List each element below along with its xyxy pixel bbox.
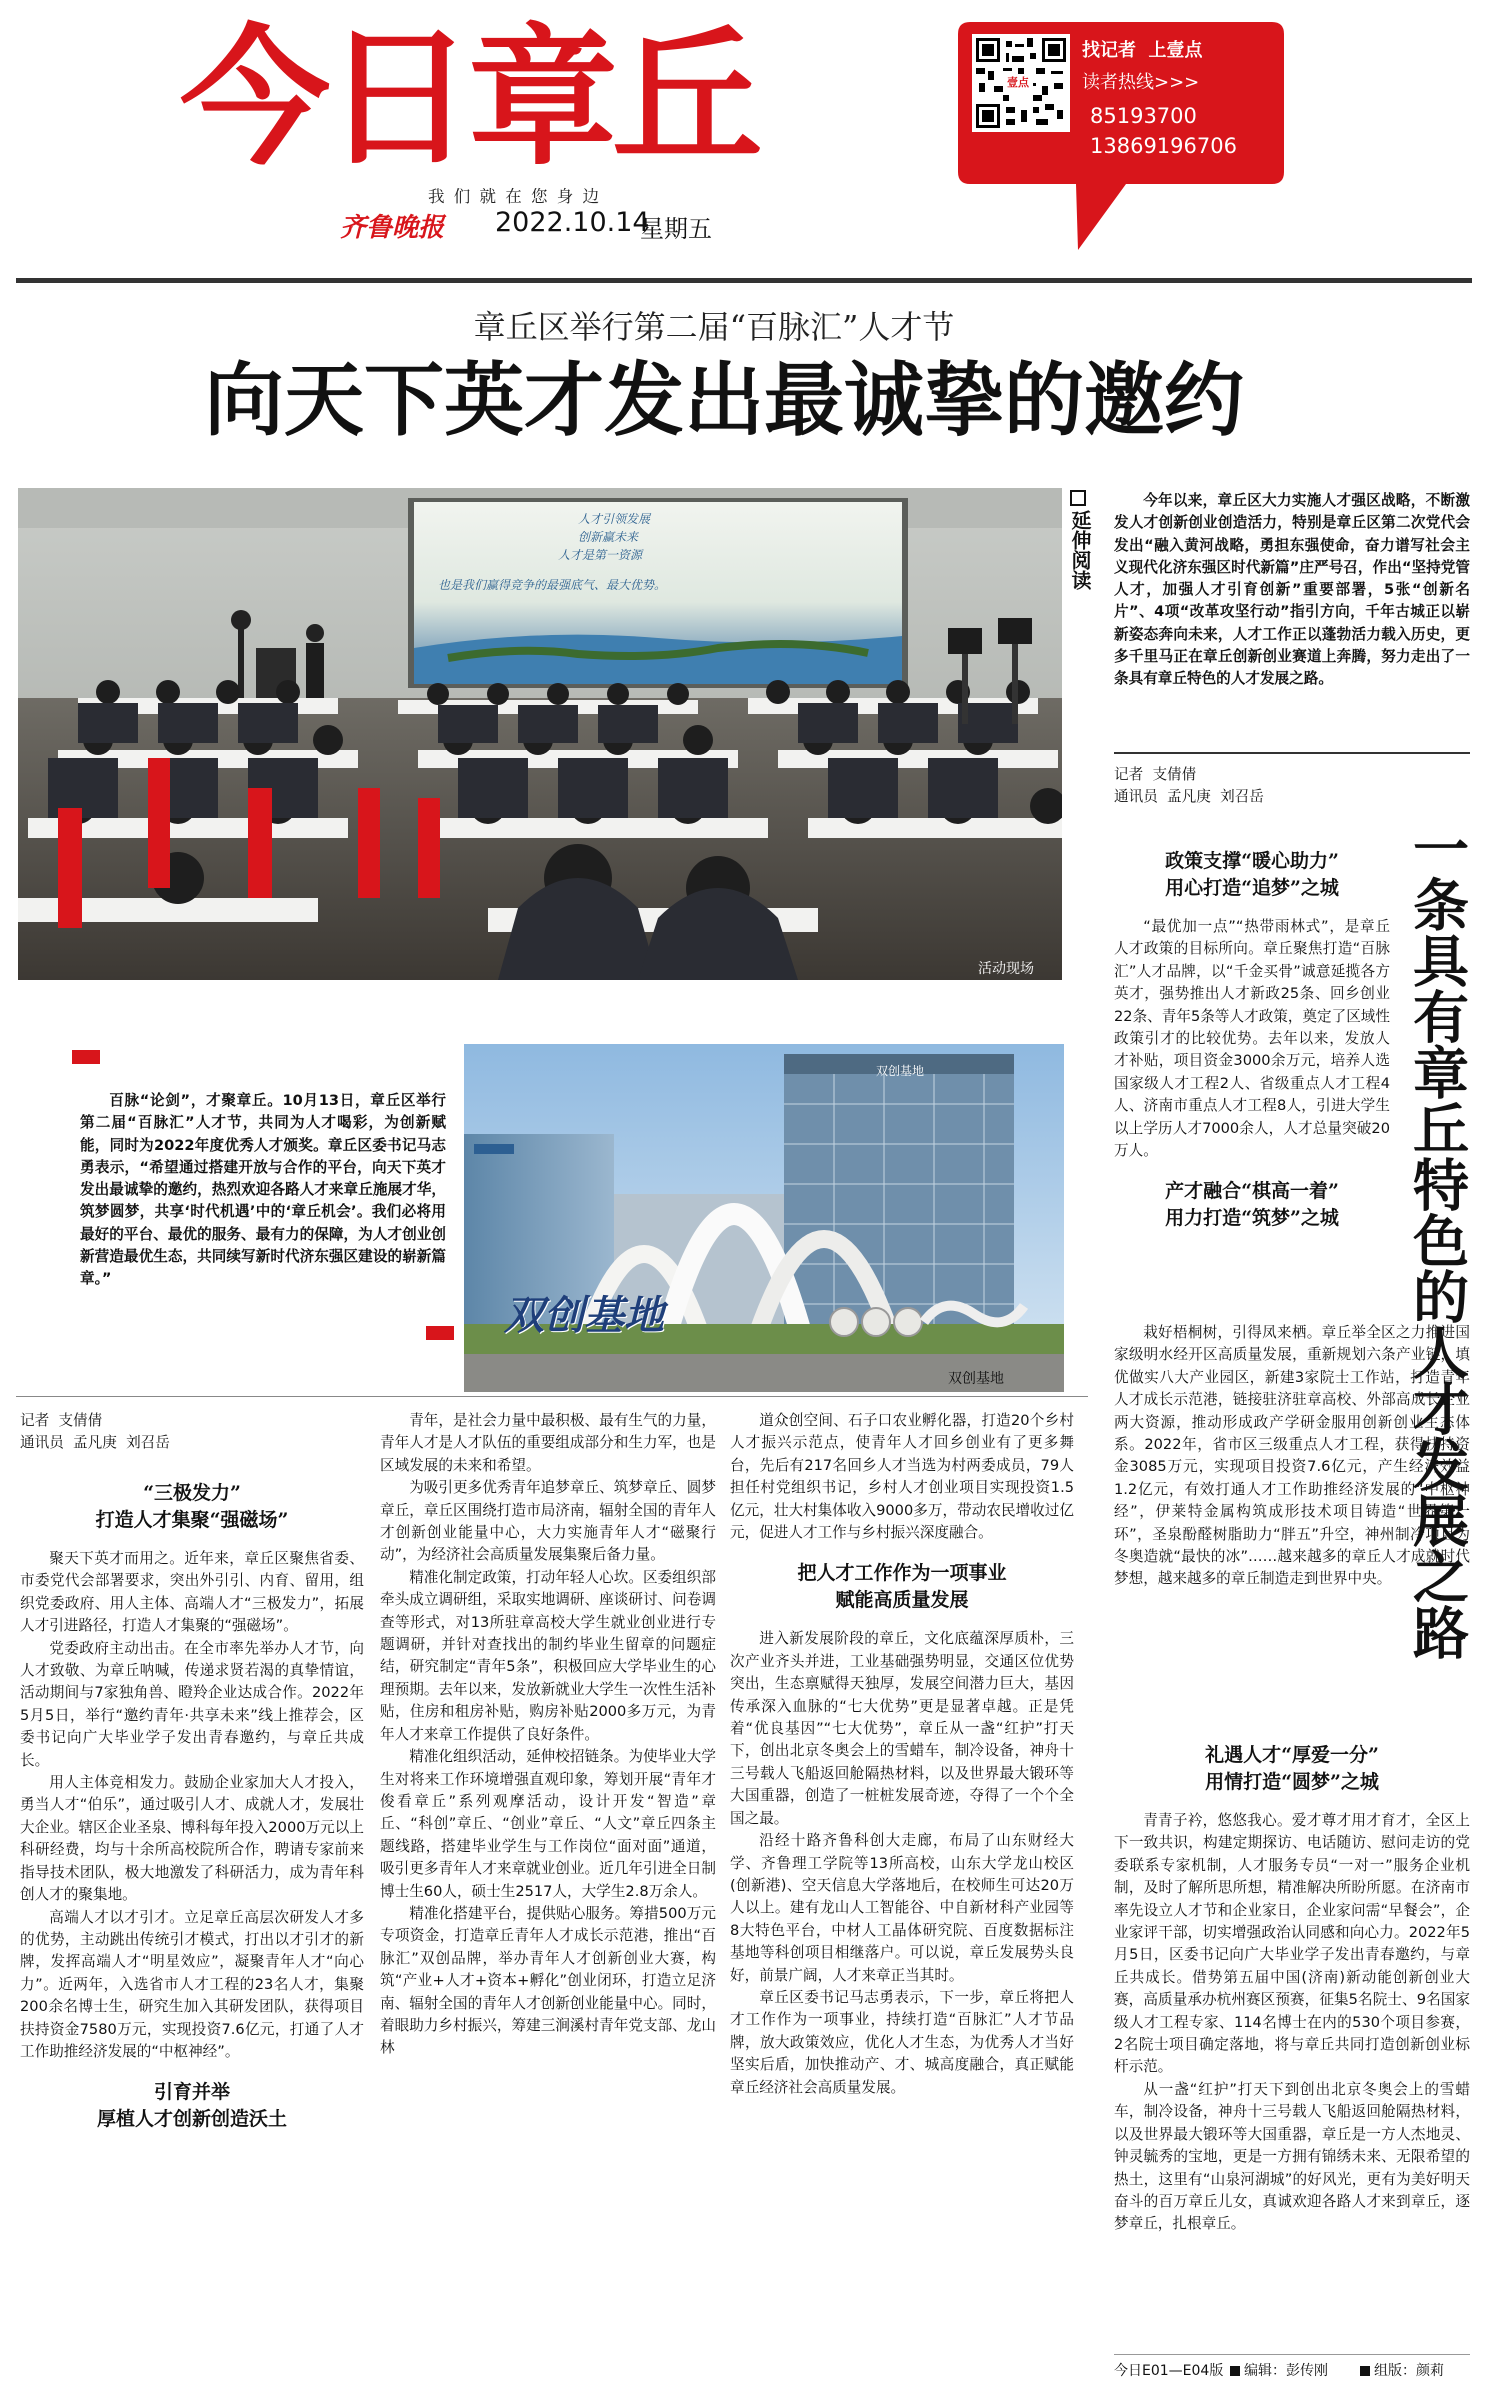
sidebar-sec1-title-a: 政策支撑“暖心助力” <box>1165 850 1339 872</box>
article-col2-p5: 精准化搭建平台，提供贴心服务。筹措500万元专项资金，打造章丘青年人才成长示范港，推出“百脉汇”双创品牌，举办青年人才创新创业大赛，构筑“产业+人才+资本+孵化”创业闭环，打造立足济南、辐射全国的青年人才创新创业能量中心。同时，着眼助力乡村振兴，筹建三涧溪村青年党支部、龙山林 <box>380 1904 716 2057</box>
article-h3-b: 赋能高质量发展 <box>835 1589 969 1612</box>
innovation-base-caption: 双创基地 <box>948 1371 1004 1387</box>
headline-kicker: 章丘区举行第二届“百脉汇”人才节 <box>473 308 955 346</box>
article-col1-p3: 用人主体竞相发力。鼓励企业家加大人才投入，勇当人才“伯乐”，通过吸引人才、成就人才，发展壮大企业。辖区企业圣泉、博科每年投入2000万元以上科研经费，均与十余所高校院所合作，聘请专家前来指导技术团队，极大地激发了科研活力，成为青年科创人才的聚集地。 <box>20 1774 364 1904</box>
sidebar-sec2-title-b: 用力打造“筑梦”之城 <box>1165 1207 1339 1230</box>
footer-layout: 组版：颜莉 <box>1374 2363 1444 2379</box>
sidebar-sec3 <box>1114 1742 1470 2236</box>
sidebar-credit-reporter: 记者 支倩倩 <box>1114 766 1197 783</box>
paper-name: 齐鲁晚报 <box>340 213 445 243</box>
sidebar-intro <box>1114 490 1470 691</box>
article-col1-p4: 高端人才以才引才。立足章丘高层次研发人才多的优势，主动跳出传统引才模式，打出以才引才的新牌，发挥高端人才“明星效应”，凝聚青年人才“向心力”。近两年，入选省市人才工程的23名人才，集聚200余名博士生，研究生加入其研发团队，获得项目扶持资金7580万元，实现投资7.6亿元，打通了人才工作助推经济发展的“中枢神经”。 <box>20 1908 364 2060</box>
event-photo-caption: 活动现场 <box>978 961 1034 977</box>
footer-pages: 今日E01—E04版 <box>1114 2363 1224 2379</box>
sidebar-sec1-title-b: 用心打造“追梦”之城 <box>1165 877 1339 899</box>
event-photo-image <box>18 488 1062 980</box>
sidebar-sec3-title-a: 礼遇人才“厚爱一分” <box>1205 1744 1379 1766</box>
article-col2-body <box>380 1410 716 2060</box>
top-rule <box>16 278 1472 283</box>
section-divider <box>16 1396 1088 1397</box>
issue-date: 2022.10.14 <box>495 207 650 238</box>
footer-layout-marker <box>1360 2366 1370 2376</box>
article-col3-p2: 进入新发展阶段的章丘，文化底蕴深厚质朴，三次产业齐头并进，工业基础强势明显，交通区位优势突出，生态禀赋得天独厚，发展空间潜力巨大，基因传承深入血脉的“七大优势”更是显著卓越。正是凭着“优良基因”“七大优势”，章丘从一盏“红护”打天下，创出北京冬奥会上的雪蜡车，制冷设备，神舟十三号载人飞船返回舱隔热材料，以及世界最大锻环等大国重器，创造了一桩桩发展奇迹，夺得了一个个全国之最。 <box>730 1630 1074 1827</box>
screen-line-4: 也是我们赢得竞争的最强底气、最大优势。 <box>438 578 667 592</box>
issue-weekday: 星期五 <box>640 215 712 243</box>
sidebar-sec3-title-b: 用情打造“圆梦”之城 <box>1205 1771 1379 1793</box>
qr-code <box>972 34 1070 132</box>
screen-line-1: 人才引领发展 <box>578 512 651 526</box>
article-column-1 <box>20 1410 364 2133</box>
extended-reading-text: 延伸阅读 <box>1068 510 1092 590</box>
sidebar-credits <box>1114 764 1354 808</box>
extended-reading-label <box>1068 490 1092 590</box>
article-col3-p3: 沿经十路齐鲁科创大走廊，布局了山东财经大学、齐鲁理工学院等13所高校，山东大学龙山校区(创新港)、空天信息大学落地后，在校师生可达20万人以上。建有龙山人工智能谷、中自新材科产业园等8大特色平台，中材人工晶体研究院、百度数据标注基地等科创项目相继落户。可以说，章丘发展势头良好，前景广阔，人才来章正当其时。 <box>730 1832 1074 1984</box>
article-h1-b: 打造人才集聚“强磁场” <box>95 1509 289 1531</box>
event-photo <box>18 488 1062 980</box>
hotline-box <box>958 22 1284 252</box>
masthead <box>0 0 1488 280</box>
innovation-base-sign: 双创基地 <box>504 1292 664 1339</box>
sidebar-vertical-title: 一条具有章丘特色的人才发展之路 <box>1404 820 1470 1660</box>
sidebar-sec3-text-2: 从一盏“红护”打天下到创出北京冬奥会上的雪蜡车，制冷设备，神舟十三号载人飞船返回舱隔热材料，以及世界最大锻环等大国重器，章丘是一方人杰地灵、钟灵毓秀的宝地，更是一方拥有锦绣未来、无限希望的热土，这里有“山泉河湖城”的好风光，更有为美好明天奋斗的百万章丘儿女，真诚欢迎各路人才来到章丘，逐梦章丘，扎根章丘。 <box>1114 2080 1470 2233</box>
article-h2-a: 引育并举 <box>153 2081 230 2104</box>
sidebar-credit-correspondents: 通讯员 孟凡庚 刘召岳 <box>1114 788 1264 805</box>
screen-line-3: 人才是第一资源 <box>558 548 643 562</box>
article-column-2 <box>380 1410 716 2060</box>
footer <box>1114 2354 1470 2384</box>
article-col1-p2: 党委政府主动出击。在全市率先举办人才节，向人才致敬、为章丘呐喊，传递求贤若渴的真挚情谊，活动期间与7家独角兽、瞪羚企业达成合作。2022年5月5日，举行“邀约青年·共享未来”线上推荐会，区委书记向广大毕业学子发出青春邀约，与章丘共成长。 <box>20 1639 364 1769</box>
article-col1-p1: 聚天下英才而用之。近年来，章丘区聚焦省委、市委党代会部署要求，突出外引引、内育、留用，组织党委政府、用人主体、高端人才“三极发力”，拓展人才引进路径，打造人才集聚的“强磁场”。 <box>20 1550 364 1635</box>
sidebar-sec2-body <box>1114 1322 1470 1591</box>
sidebar-rule <box>1114 752 1470 754</box>
lede-text: 百脉“论剑”，才聚章丘。10月13日，章丘区举行第二届“百脉汇”人才节，共同为人才喝彩，为创新赋能，同时为2022年度优秀人才颁奖。章丘区委书记马志勇表示，“希望通过搭建开放与合作的平台，向天下英才发出最诚挚的邀约，热烈欢迎各路人才来章丘施展才华，筑梦圆梦，共享‘时代机遇’中的‘章丘机会’。我们必将用最好的平台、最优的服务、最有力的保障，为人才创业创新营造最优生态，共同续写新时代济东强区建设的崭新篇章。” <box>80 1092 446 1288</box>
article-column-3 <box>730 1410 1074 2099</box>
article-col1-body <box>20 1548 364 2063</box>
innovation-base-photo <box>464 1044 1064 1392</box>
article-col2-p1: 青年，是社会力量中最积极、最有生气的力量，青年人才是人才队伍的重要组成部分和生力军，也是区域发展的未来和希望。 <box>380 1412 716 1474</box>
article-h1-a: “三极发力” <box>143 1482 241 1504</box>
sidebar-column <box>1114 840 1390 1246</box>
phone-1: 85193700 <box>1090 104 1197 128</box>
article-col3-body-b <box>730 1628 1074 2099</box>
footer-editor: 编辑：彭传刚 <box>1244 2363 1328 2379</box>
sidebar-sec1-text: “最优加一点”“热带雨林式”，是章丘人才政策的目标所向。章丘聚焦打造“百脉汇”人才品牌，以“千金买骨”诚意延揽各方英才，强势推出人才新政25条、回乡创业22条、青年5条等人才政策，奠定了区域性政策引才的比较优势。去年以来，发放人才补贴，项目资金3000余万元，培养人选国家级人才工程2人、省级重点人才工程4人、济南市重点人才工程8人，引进大学生以上学历人才7000余人，人才总量突破20万人。 <box>1114 918 1390 1160</box>
sidebar-intro-text: 今年以来，章丘区大力实施人才强区战略，不断激发人才创新创业创造活力，特别是章丘区第二次党代会发出“融入黄河战略，勇担东强使命，奋力谱写社会主义现代化济东强区时代新篇”庄严号召，作出“坚持党管人才，加强人才引育创新”重要部署，5张“创新名片”、4项“改革攻坚行动”指引方向，千年古城正以崭新姿态奔向未来，人才工作正以蓬勃活力载入历史，更多千里马正在章丘创新创业赛道上奔腾，努力走出了一条具有章丘特色的人才发展之路。 <box>1114 492 1470 688</box>
article-credit-reporter: 记者 支倩倩 <box>20 1412 103 1429</box>
screen-line-2: 创新赢未来 <box>578 530 639 544</box>
masthead-slogan: 我 们 就 在 您 身 边 <box>428 187 601 206</box>
sidebar-sec2-text: 栽好梧桐树，引得凤来栖。章丘举全区之力推进国家级明水经开区高质量发展，重新规划六条产业链，填优做实八大产业园区，新建3家院士工作站，打造青年人才成长示范港，链接驻济驻章高校、外部高成长企业两大资源，推动形成政产学研金服用创新创业生态体系。2022年，省市区三级重点人才工程，获得扶持资金3085万元，实现项目投资7.6亿元，产生经济效益1.2亿元，有效打通人才工作助推经济发展的“中枢神经”，伊莱特金属构筑成形技术项目铸造“世界第一环”，圣泉酚醛树脂助力“胖五”升空，神州制冷项目为冬奥造就“最快的冰”……越来越多的章丘人才成就时代梦想，越来越多的章丘制造走到世界中央。 <box>1114 1324 1470 1588</box>
article-h2-b: 厚植人才创新创造沃土 <box>96 2108 287 2131</box>
sidebar-sec3-body <box>1114 1810 1470 2236</box>
hotline-label: 读者热线>>> <box>1082 72 1200 93</box>
qr-label: 壹点 <box>1007 76 1029 89</box>
article-h3-a: 把人才工作作为一项事业 <box>797 1562 1007 1585</box>
masthead-logo: 今日章丘 <box>180 10 757 186</box>
lede-box <box>72 1050 454 1340</box>
phone-2: 13869196706 <box>1090 134 1237 158</box>
sidebar-sec1-body <box>1114 916 1390 1162</box>
footer-editor-marker <box>1230 2366 1240 2376</box>
sidebar-sec3-text-1: 青青子衿，悠悠我心。爱才尊才用才育才，全区上下一致共识，构建定期探访、电话随访、慰问走访的党委联系专家机制，人才服务专员“一对一”服务企业机制，及时了解所思所想，精准解决所盼所愿。在济南市率先设立人才节和企业家日，企业家问需“早餐会”，企业家评干部，切实增强政治认同感和向心力。2022年5月5日，区委书记向广大毕业学子发出青春邀约，与章丘共成长。借势第五届中国(济南)新动能创新创业大赛，高质量承办杭州赛区预赛，征集5名院士、9名国家级人才工程专家、114名博士在内的530个项目参赛，2名院士项目确定落地，将与章丘共同打造创新创业标杆示范。 <box>1114 1812 1470 2076</box>
headline-title: 向天下英才发出最诚挚的邀约 <box>204 353 1244 447</box>
article-col3-p1: 道众创空间、石子口农业孵化器，打造20个乡村人才振兴示范点，使青年人才回乡创业有了更多舞台，先后有217名回乡人才当选为村两委成员，79人担任村党组织书记，乡村人才创业项目实现投资1.5亿元，壮大村集体收入9000多万，带动农民增收过亿元，促进人才工作与乡村振兴深度融合。 <box>730 1412 1074 1542</box>
article-col2-p4: 精准化组织活动，延伸校招链条。为使毕业大学生对将来工作环境增强直观印象，筹划开展“青年才俊看章丘”系列观摩活动，设计开发“智造”章丘、“科创”章丘、“创业”章丘、“人文”章丘四条主题线路，搭建毕业学生与工作岗位“面对面”通道，吸引更多青年人才来章就业创业。近几年引进全日制博士生60人，硕士生2517人，大学生2.8万余人。 <box>380 1748 716 1900</box>
article-col2-p2: 为吸引更多优秀青年追梦章丘、筑梦章丘、圆梦章丘，章丘区围绕打造市局济南，辐射全国的青年人才创新创业能量中心，大力实施青年人才“磁聚行动”，为经济社会高质量发展集聚后备力量。 <box>380 1479 716 1564</box>
article-credit-correspondents: 通讯员 孟凡庚 刘召岳 <box>20 1434 170 1451</box>
sidebar-sec2-title-a: 产才融合“棋高一着” <box>1165 1180 1339 1203</box>
article-col2-p3: 精准化制定政策，打动年轻人心坎。区委组织部牵头成立调研组，采取实地调研、座谈研讨、问卷调查等形式，对13所驻章高校大学生就业创业进行专题调研，并针对查找出的制约毕业生留章的问题症结，研究制定“青年5条”，积极回应大学毕业生的心理预期。去年以来，发放新就业大学生一次性生活补贴，住房和租房补贴，购房补贴2000多万元，为青年人才来章工作提供了良好条件。 <box>380 1568 716 1743</box>
article-col3-body-a <box>730 1410 1074 1544</box>
building-sign: 双创基地 <box>876 1064 925 1078</box>
article-col3-p4: 章丘区委书记马志勇表示，下一步，章丘将把人才工作作为一项事业，持续打造“百脉汇”人才节品牌，放大政策效应，优化人才生态，为优秀人才当好坚实后盾，加快推动产、才、城高度融合，真正赋能章丘经济社会高质量发展。 <box>730 1988 1074 2096</box>
find-reporter: 找记者 上壹点 <box>1082 40 1203 61</box>
